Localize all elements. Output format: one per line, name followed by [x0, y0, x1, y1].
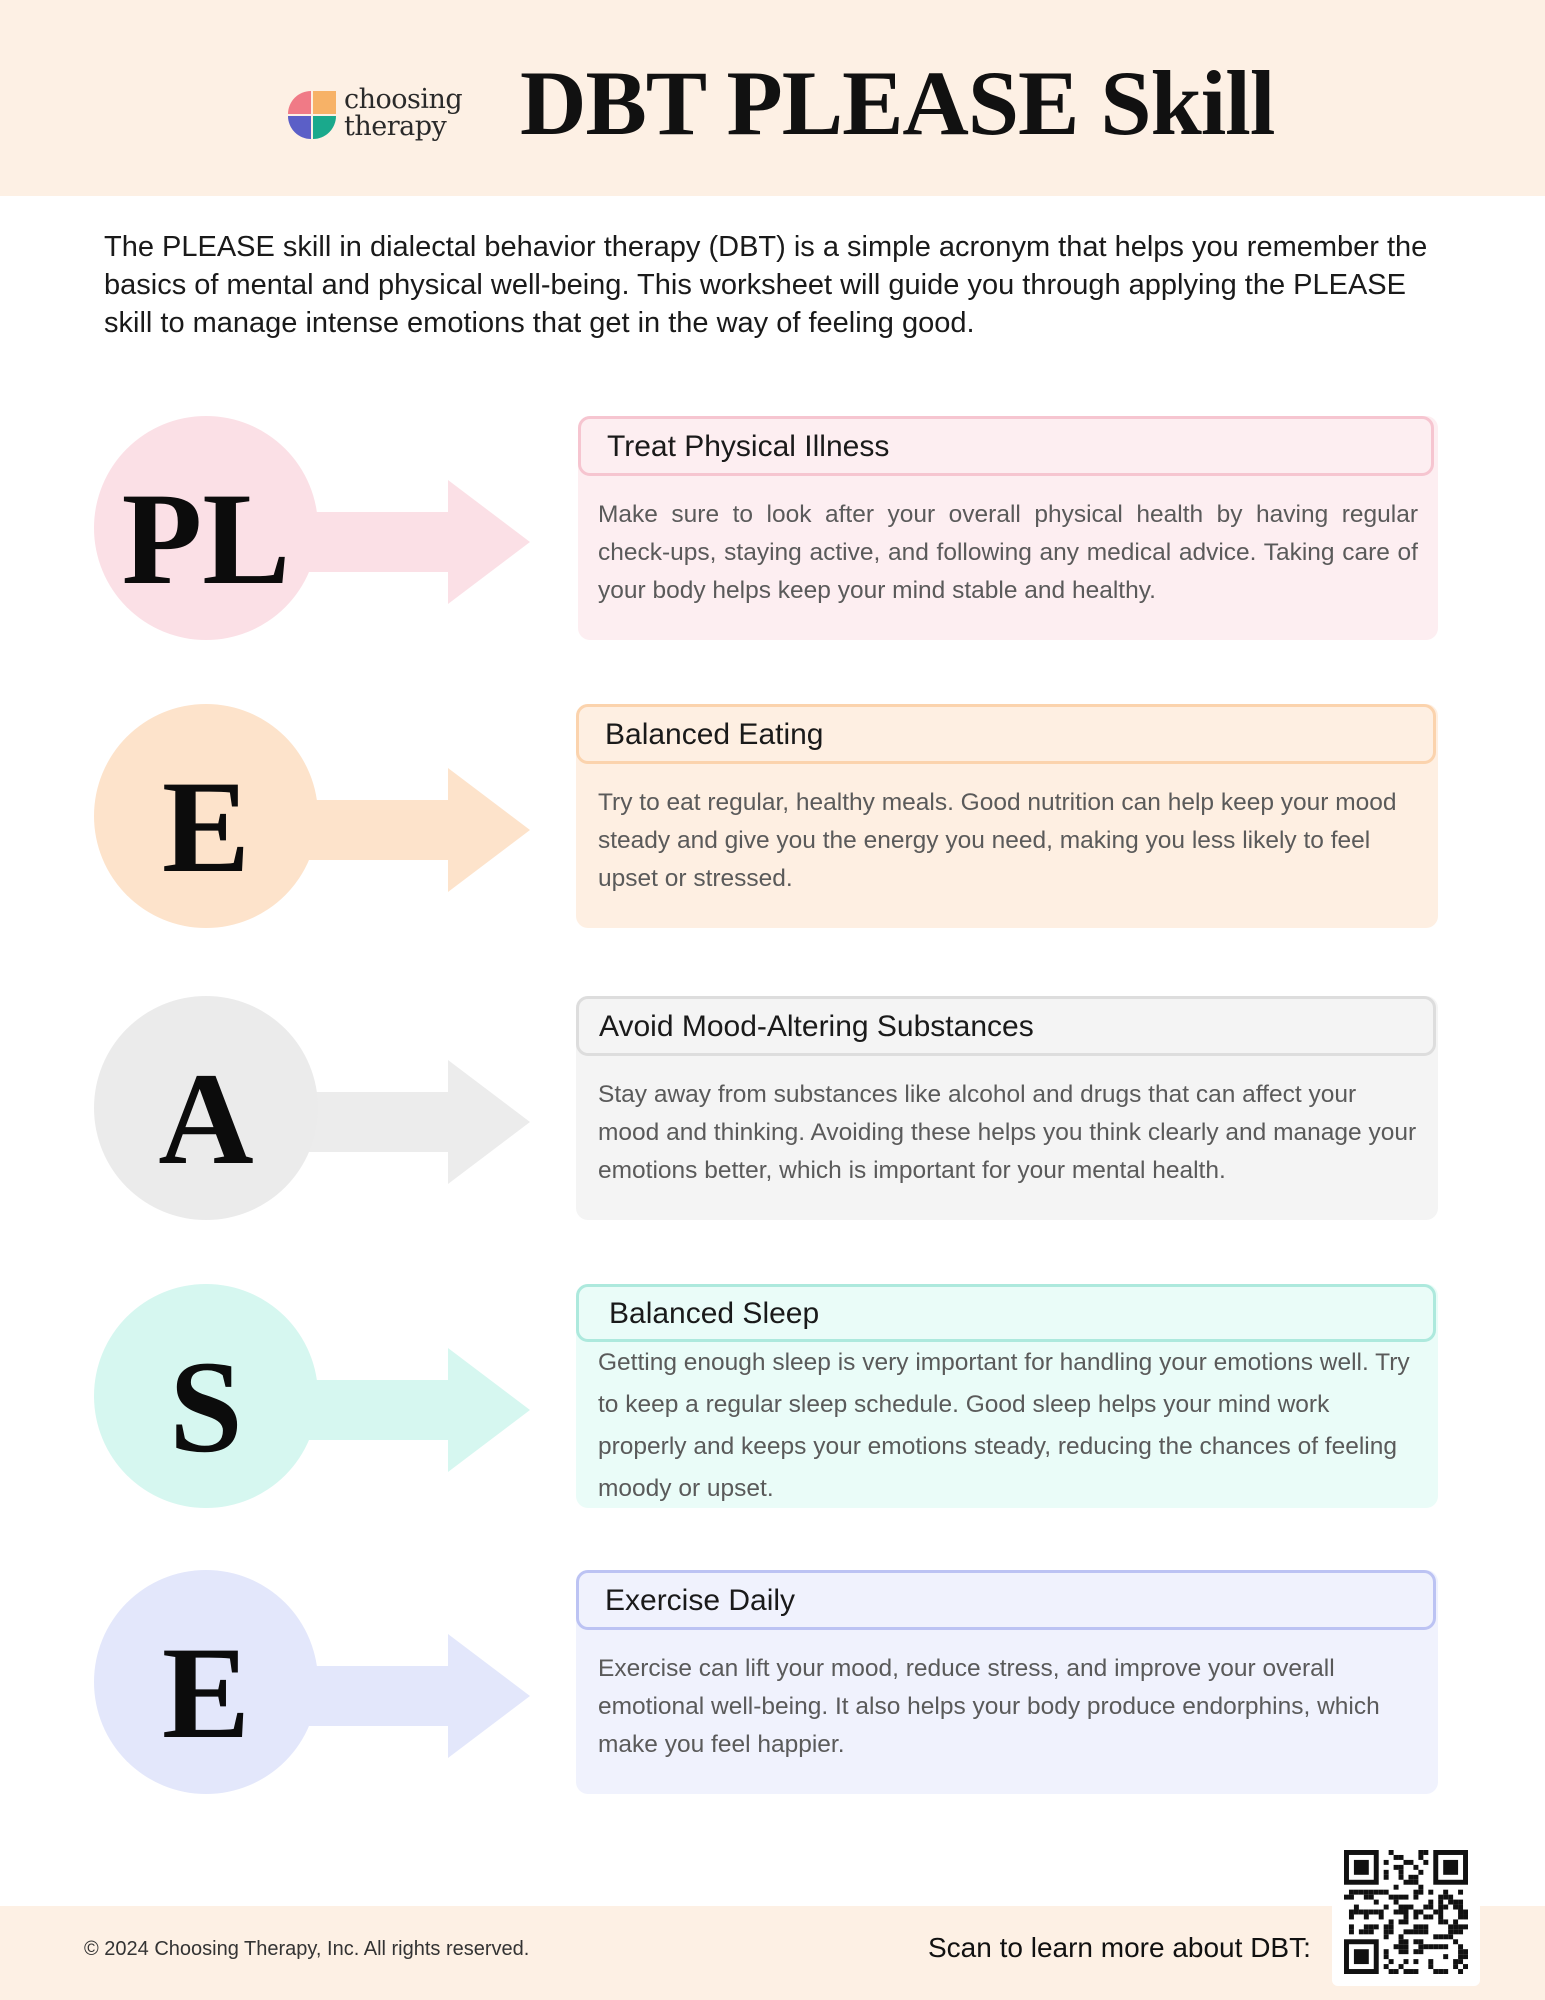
- acronym-letter: E: [161, 753, 251, 900]
- letter-circle: [94, 996, 318, 1220]
- skill-card-body: Try to eat regular, healthy meals. Good nutrition can help keep your mood steady and give you the energy you need, making you less likely to feel upset or stressed.: [598, 789, 1397, 892]
- skill-card-title: Exercise Daily: [576, 1570, 1436, 1630]
- logo-line-1: choosing: [344, 84, 463, 115]
- please-row-e-eating: [0, 704, 1545, 934]
- arrow-icon: [290, 1348, 530, 1472]
- letter-circle: [94, 416, 318, 640]
- letter-circle: [94, 1284, 318, 1508]
- letter-circle: [94, 1570, 318, 1794]
- acronym-letter: A: [158, 1045, 254, 1192]
- arrow-icon: [290, 1634, 530, 1758]
- page-title: DBT PLEASE Skill: [520, 52, 1275, 154]
- qr-code[interactable]: [1332, 1838, 1480, 1986]
- skill-card-title: Balanced Eating: [576, 704, 1436, 764]
- skill-card: [576, 704, 1438, 928]
- arrow-icon: [290, 768, 530, 892]
- letter-circle: [94, 704, 318, 928]
- copyright-text: © 2024 Choosing Therapy, Inc. All rights reserved.: [84, 1938, 530, 1960]
- logo-wordmark: [344, 86, 462, 140]
- choosing-therapy-logo[interactable]: [286, 86, 486, 146]
- skill-card-title: Treat Physical Illness: [578, 416, 1434, 476]
- acronym-letter: PL: [121, 465, 291, 612]
- intro-paragraph: The PLEASE skill in dialectal behavior therapy (DBT) is a simple acronym that helps you remember the basics of mental and physical well-being. This worksheet will guide you through applying the PLEASE skill to manage intense emotions that get in the way of feeling good.: [104, 231, 1428, 339]
- skill-card: [576, 996, 1438, 1220]
- skill-card-body: Getting enough sleep is very important for handling your emotions well. Try to keep a regular sleep schedule. Good sleep helps your mind work properly and keeps your emotions steady, reducing the chances of feeling moody or upset.: [598, 1349, 1410, 1502]
- acronym-letter: E: [161, 1619, 251, 1766]
- please-row-a: [0, 996, 1545, 1226]
- please-row-e-exercise: [0, 1570, 1545, 1800]
- skill-card-body: Stay away from substances like alcohol and drugs that can affect your mood and thinking. Avoiding these helps you think clearly and manage your emotions better, which is important for your mental health.: [598, 1081, 1417, 1184]
- skill-card: [576, 1284, 1438, 1508]
- logo-quadrant-icon: [286, 89, 338, 141]
- acronym-letter: S: [169, 1333, 243, 1480]
- skill-card-body: Exercise can lift your mood, reduce stress, and improve your overall emotional well-being. It also helps your body produce endorphins, which make you feel happier.: [598, 1655, 1380, 1758]
- please-row-pl: [0, 416, 1545, 646]
- skill-card: [576, 1570, 1438, 1794]
- logo-line-2: therapy: [344, 111, 447, 142]
- arrow-icon: [290, 1060, 530, 1184]
- arrow-icon: [290, 480, 530, 604]
- skill-card-title: Avoid Mood-Altering Substances: [576, 996, 1436, 1056]
- skill-card: [578, 416, 1438, 640]
- skill-card-body: Make sure to look after your overall physical health by having regular check-ups, staying active, and following any medical advice. Taking care of your body helps keep your mind stable and healthy.: [598, 501, 1418, 604]
- qr-code-icon: [1344, 1850, 1468, 1974]
- please-row-s: [0, 1284, 1545, 1514]
- skill-card-title: Balanced Sleep: [576, 1284, 1436, 1342]
- scan-label: Scan to learn more about DBT:: [928, 1932, 1311, 1963]
